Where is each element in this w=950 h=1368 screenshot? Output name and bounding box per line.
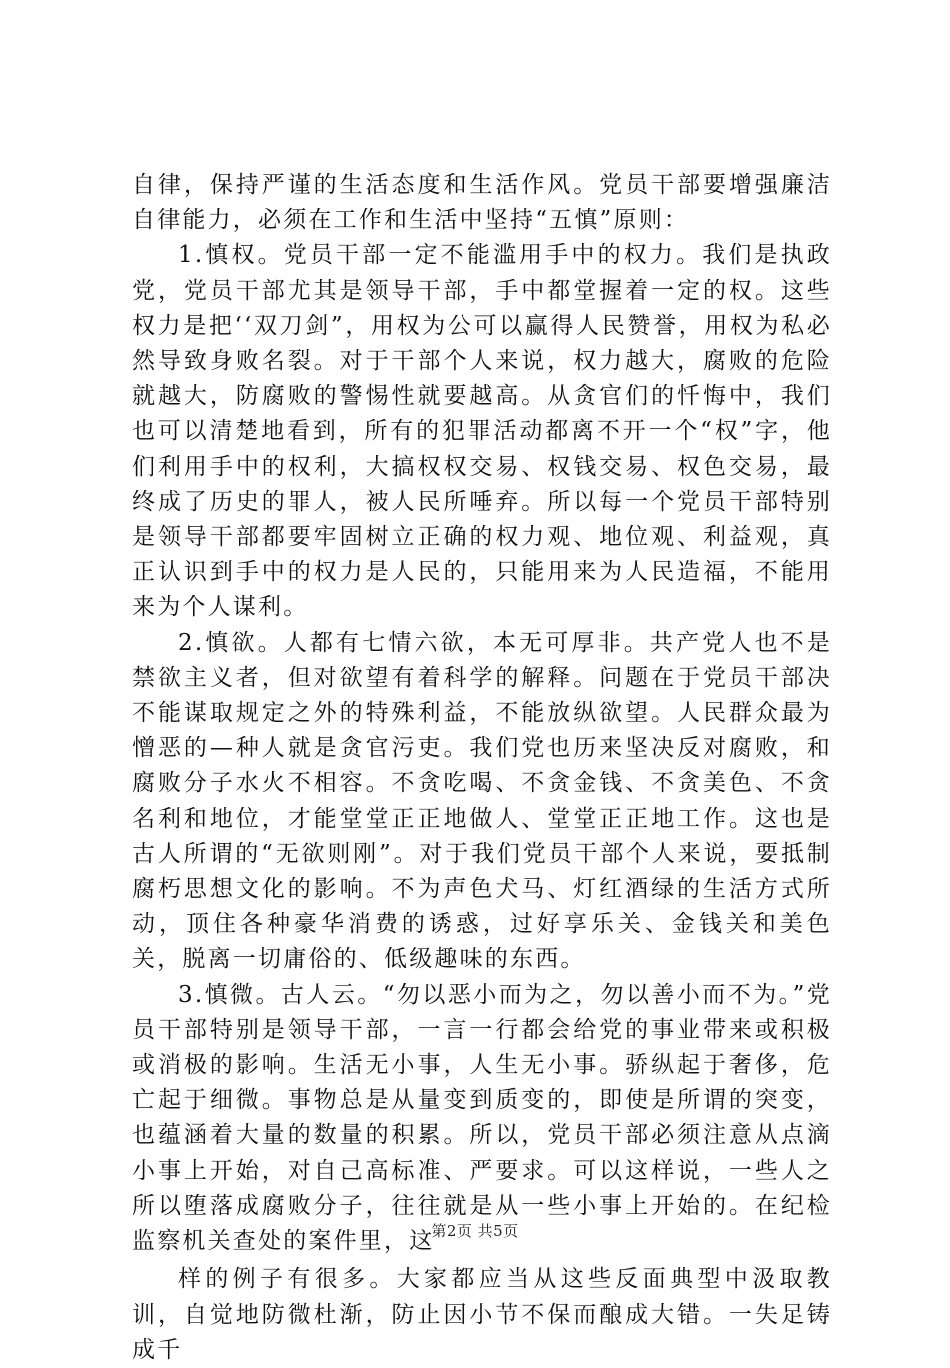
paragraph-intro: 自律，保持严谨的生活态度和生活作风。党员干部要增强廉洁自律能力，必须在工作和生活中坚持“五慎”原则： [132, 172, 832, 234]
paragraph-caution-desire: 2.慎欲。人都有七情六欲，本无可厚非。共产党人也不是禁欲主义者，但对欲望有着科学的解释。问题在于党员干部决不能谋取规定之外的特殊利益，不能放纵欲望。人民群众最为憎恶的—种人就是贪官污吏。我们党也历来坚决反对腐败，和腐败分子水火不相容。不贪吃喝、不贪金钱、不贪美色、不贪名利和地位，才能堂堂正正地做人、堂堂正正地工作。这也是古人所谓的“无欲则刚”。对于我们党员干部个人来说，要抵制腐朽思想文化的影响。不为声色犬马、灯红酒绿的生活方式所动，顶住各种豪华消费的诱惑，过好享乐关、金钱关和美色关，脱离一切庸俗的、低级趣味的东西。 [132, 629, 832, 973]
paragraph-continuation: 样的例子有很多。大家都应当从这些反面典型中汲取教训，自觉地防微杜渐，防止因小节不保而酿成大错。一失足铸成千 [132, 1266, 832, 1363]
document-body [132, 168, 832, 1368]
page-number-footer: 第2页 共5页 [431, 1222, 519, 1240]
paragraph-caution-small-matters: 3.慎微。古人云。“勿以恶小而为之，勿以善小而不为。”党员干部特别是领导干部，一言一行都会给党的事业带来或积极或消极的影响。生活无小事，人生无小事。骄纵起于奢侈，危亡起于细微。事物总是从量变到质变的，即使是所谓的突变，也蕴涵着大量的数量的积累。所以，党员干部必须注意从点滴小事上开始，对自己高标准、严要求。可以这样说，一些人之所以堕落成腐败分子，往往就是从一些小事上开始的。在纪检监察机关查处的案件里，这 [132, 981, 832, 1255]
paragraph-caution-power: 1.慎权。党员干部一定不能滥用手中的权力。我们是执政党，党员干部尤其是领导干部，手中都堂握着一定的权。这些权力是把‘‘双刀剑”，用权为公可以赢得人民赞誉，用权为私必然导致身败名裂。对于干部个人来说，权力越大，腐败的危险就越大，防腐败的警惕性就要越高。从贪官们的忏悔中，我们也可以清楚地看到，所有的犯罪活动都离不开一个“权”字，他们利用手中的权利，大搞权权交易、权钱交易、权色交易，最终成了历史的罪人，被人民所唾弃。所以每一个党员干部特别是领导干部都要牢固树立正确的权力观、地位观、利益观，真正认识到手中的权力是人民的，只能用来为人民造福，不能用来为个人谋利。 [132, 242, 832, 621]
